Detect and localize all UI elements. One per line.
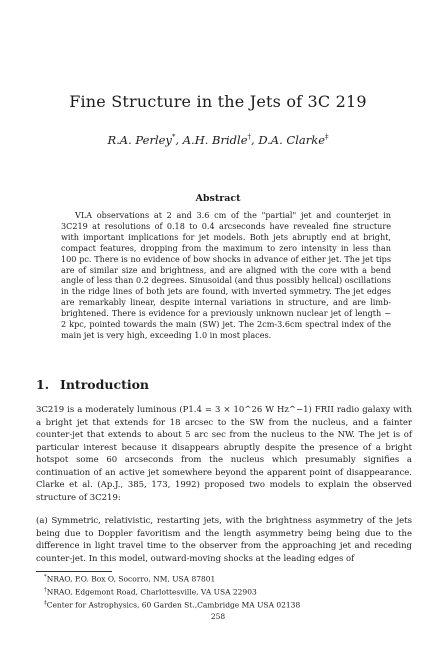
footnote-text: NRAO, Edgemont Road, Charlottesville, VA USA 22903 [46, 587, 257, 597]
footnote-text: NRAO, P.O. Box O, Socorro, NM, USA 87801 [46, 574, 216, 584]
footnotes [44, 572, 404, 611]
author-name: A.H. Bridle [182, 133, 248, 147]
section-number: 1. [36, 377, 50, 392]
author-list: R.A. Perley*, A.H. Bridle†, D.A. Clarke‡ [107, 133, 329, 147]
paper-title: Fine Structure in the Jets of 3C 219 [69, 92, 367, 111]
footnote-mark: * [44, 574, 47, 580]
footnote-mark: † [44, 586, 47, 593]
author-footnote-mark: * [171, 133, 176, 142]
section-heading [36, 377, 149, 392]
body-paragraph: 3C219 is a moderately luminous (P1.4 = 3 × 10^26 W Hz^−1) FRII radio galaxy with a bright jet that extends for 18 arcsec to the SW from the nucleus, and a fainter counter-jet that extends to about 5 arc sec from the nucleus to the NW. The jet is of particular interest because it disappears abruptly despite the presence of a bright hotspot some 60 arcseconds from the nucleus which presumably signifies a continuation of an active jet somewhere beyond the apparent point of disappearance. Clarke et al. (Ap.J., 385, 173, 1992) proposed two models to explain the observed structure of 3C219: [36, 405, 412, 503]
author-footnote-mark: † [247, 133, 252, 142]
footnote [44, 572, 404, 585]
abstract-text: VLA observations at 2 and 3.6 cm of the "partial" jet and counterjet in 3C219 at resolutions of 0.18 to 0.4 arcseconds have revealed fine structure with important implications for jet models. Both jets abruptly end at bright, compact features, dropping from the maximum to zero intensity in less than 100 pc. There is no evidence of bow shocks in advance of either jet. The jet tips are of similar size and brightness, and are aligned with the core with a bend angle of less than 0.2 degrees. Sinusoidal (and thus possibly helical) oscillations in the ridge lines of both jets are found, with inverted symmetry. The jet edges are remarkably linear, despite internal variations in structure, and are limb-brightened. There is evidence for a previously unknown nuclear jet of length ~ 2 kpc, pointed towards the main (SW) jet. The 2cm-3.6cm spectral index of the main jet is very high, exceeding 1.0 in most places. [61, 210, 391, 340]
author-footnote-mark: ‡ [325, 133, 329, 142]
section-title: Introduction [60, 377, 150, 392]
author-name: R.A. Perley [107, 133, 172, 147]
author-name: D.A. Clarke [258, 133, 326, 147]
page-number: 258 [210, 612, 226, 621]
footnote [44, 585, 404, 598]
footnote [44, 598, 404, 611]
body-paragraph: (a) Symmetric, relativistic, restarting jets, with the brightness asymmetry of the jets being due to Doppler favoritism and the length asymmetry being being due to the difference in light travel time to the observer from the approaching jet and receding counter-jet. In this model, outward-moving shocks at the leading edges of [36, 516, 412, 564]
footnote-mark: ‡ [44, 599, 47, 606]
abstract-heading: Abstract [195, 193, 241, 204]
footnote-text: Center for Astrophysics, 60 Garden St.,Cambridge MA USA 02138 [46, 600, 301, 610]
